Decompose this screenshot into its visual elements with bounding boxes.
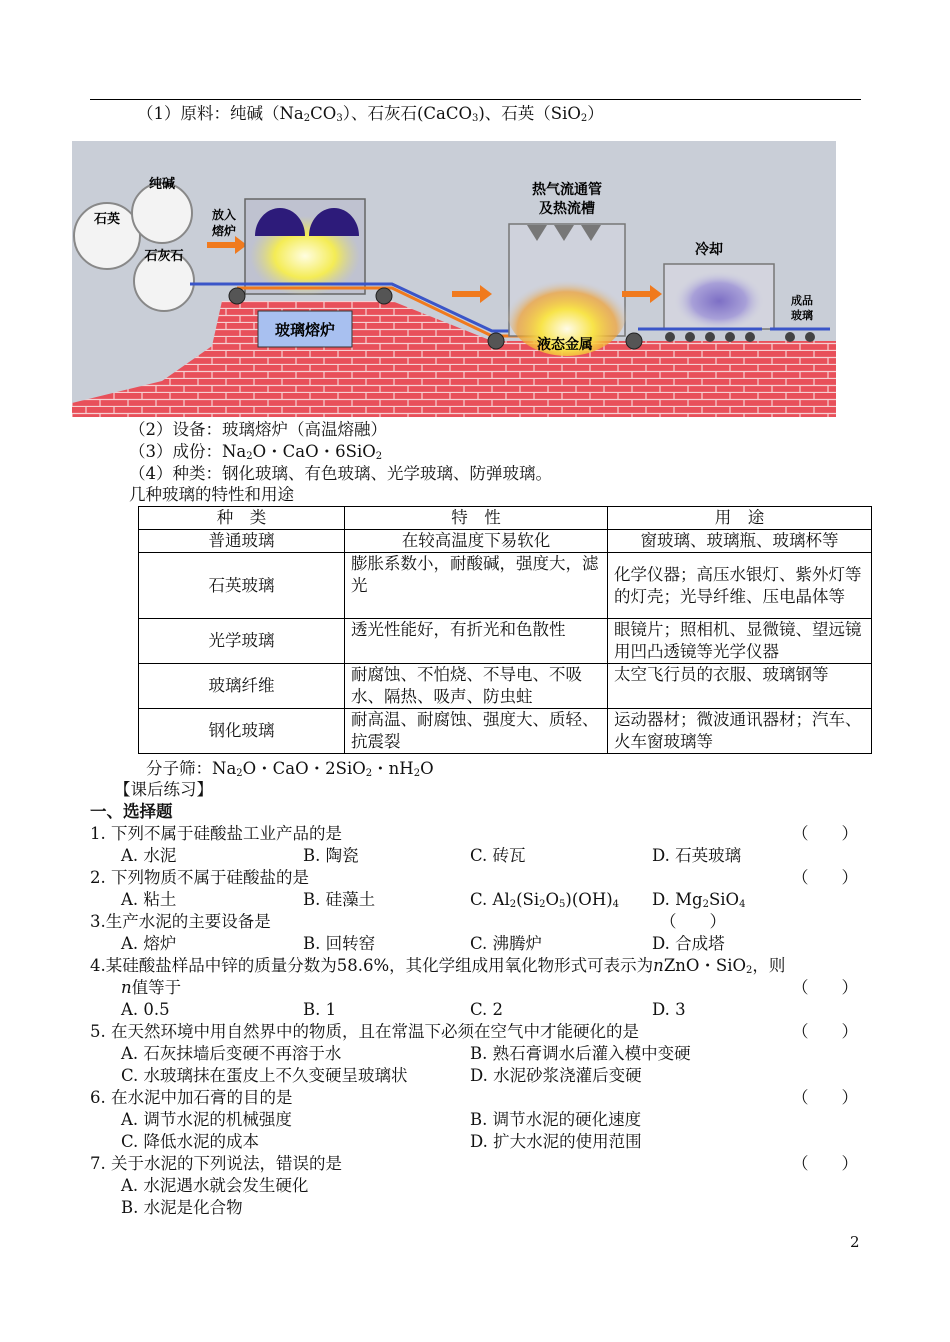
limestone-label: 石灰石 <box>144 249 184 264</box>
section-title: 一、选择题 <box>90 802 173 821</box>
sub: 2 <box>246 451 253 462</box>
table-cell: 膨胀系数小，耐酸碱，强度大，滤光 <box>345 553 608 619</box>
table-cell: 在较高温度下易软化 <box>345 530 608 553</box>
table-cell: 窗玻璃、玻璃瓶、玻璃杯等 <box>608 530 872 553</box>
q6-option-b[interactable]: B. 调节水泥的硬化速度 <box>470 1110 642 1129</box>
q4-stem-part: n <box>121 978 132 997</box>
table-cell: 玻璃纤维 <box>139 664 345 709</box>
q5-stem: 5. 在天然环境中用自然界中的物质，且在常温下必须在空气中才能硬化的是 <box>90 1022 639 1041</box>
q4-stem-part: 4.某硅酸盐样品中锌的质量分数为58.6%，其化学组成用氧化物形式可表示为 <box>90 956 654 975</box>
q4-stem-part: 值等于 <box>131 978 182 997</box>
q3-option-d[interactable]: D. 合成塔 <box>652 934 725 953</box>
table-row <box>139 664 872 709</box>
soda-disc <box>132 183 192 243</box>
table-cell: 透光性能好，有折光和色散性 <box>345 619 608 664</box>
cooling-label: 冷却 <box>695 242 723 258</box>
roller <box>376 288 392 304</box>
table-header: 特 性 <box>345 507 608 530</box>
table-row <box>139 619 872 664</box>
sub: 2 <box>702 899 709 910</box>
sub: 2 <box>303 113 311 124</box>
q1-option-b[interactable]: B. 陶瓷 <box>303 846 359 865</box>
q1-stem: 1. 下列不属于硅酸盐工业产品的是 <box>90 824 342 843</box>
q4-stem-part: ，则 <box>752 956 786 975</box>
table-cell: 光学玻璃 <box>139 619 345 664</box>
q2-c-part: C. Al <box>470 890 510 909</box>
raw-part: )、石英（SiO <box>478 104 581 123</box>
sub: 2 <box>509 899 517 910</box>
sub: 4 <box>739 899 746 910</box>
q7-stem: 7. 关于水泥的下列说法，错误的是 <box>90 1154 342 1173</box>
sub: 2 <box>746 965 753 976</box>
table-row <box>139 709 872 754</box>
sieve-pre: 分子筛：Na <box>146 759 237 778</box>
table-header: 种 类 <box>139 507 345 530</box>
q1-option-c[interactable]: C. 砖瓦 <box>470 846 526 865</box>
roller <box>685 332 695 342</box>
put-in-label-2: 熔炉 <box>212 224 237 238</box>
q3-option-b[interactable]: B. 回转窑 <box>303 934 376 953</box>
q4-stem-part: n <box>653 956 664 975</box>
q2-d-part: SiO <box>708 890 740 909</box>
table-header-row <box>139 507 872 530</box>
sieve-mid: ・nH <box>372 759 414 778</box>
table-cell: 化学仪器；高压水银灯、紫外灯等的灯壳；光导纤维、压电晶体等 <box>608 553 872 619</box>
q6-option-a[interactable]: A. 调节水泥的机械强度 <box>121 1110 292 1129</box>
table-header: 用 途 <box>608 507 872 530</box>
table-caption: 几种玻璃的特性和用途 <box>129 485 294 504</box>
sub: 4 <box>612 899 620 910</box>
gas-nozzles <box>527 225 601 241</box>
q4-option-b[interactable]: B. 1 <box>303 1000 337 1019</box>
sieve-mid: O <box>420 759 434 778</box>
q6-stem: 6. 在水泥中加石膏的目的是 <box>90 1088 293 1107</box>
q7-option-a[interactable]: A. 水泥遇水就会发生硬化 <box>121 1176 309 1195</box>
sub: 2 <box>365 768 373 779</box>
roller <box>745 332 755 342</box>
q4-stem-part: ZnO・SiO <box>663 956 747 975</box>
product-label-1: 成品 <box>791 294 813 307</box>
q3-stem: 3.生产水泥的主要设备是 <box>90 912 271 931</box>
q4-option-c[interactable]: C. 2 <box>470 1000 504 1019</box>
q1-option-d[interactable]: D. 石英玻璃 <box>652 846 742 865</box>
roller <box>725 332 735 342</box>
liquid-metal-label: 液态金属 <box>537 337 593 353</box>
q6-option-c[interactable]: C. 降低水泥的成本 <box>121 1132 260 1151</box>
composition-pre: （3）成份：Na <box>129 442 247 461</box>
hot-gas-label-2: 及热流槽 <box>539 201 595 217</box>
hot-gas-label-1: 热气流通管 <box>532 182 602 198</box>
header-rule <box>90 99 861 100</box>
roller <box>626 333 642 349</box>
q3-option-c[interactable]: C. 沸腾炉 <box>470 934 543 953</box>
sieve-mid: O・CaO・2SiO <box>242 759 366 778</box>
q2-option-c[interactable] <box>470 889 619 916</box>
cooling-glow <box>674 271 764 331</box>
roller <box>229 288 245 304</box>
sub: 2 <box>375 451 383 462</box>
equipment-line: （2）设备：玻璃熔炉（高温熔融） <box>129 420 387 439</box>
table-cell: 耐腐蚀、不怕烧、不导电、不吸水、隔热、吸声、防虫蛀 <box>345 664 608 709</box>
quartz-label: 石英 <box>93 212 121 227</box>
q7-option-b[interactable]: B. 水泥是化合物 <box>121 1198 243 1217</box>
roller <box>805 332 815 342</box>
sub: 2 <box>539 899 546 910</box>
raw-label: （1）原料：纯碱（Na <box>137 104 304 123</box>
glass-properties-table <box>138 506 872 754</box>
q2-c-part: O <box>545 890 560 909</box>
answer-paren: （ ） <box>792 1022 858 1041</box>
sub: 3 <box>336 113 343 124</box>
table-cell: 普通玻璃 <box>139 530 345 553</box>
q5-option-a[interactable]: A. 石灰抹墙后变硬不再溶于水 <box>121 1044 342 1063</box>
roller <box>665 332 675 342</box>
answer-paren: （ ） <box>792 824 858 843</box>
furnace-label: 玻璃熔炉 <box>274 321 336 339</box>
q2-option-a[interactable]: A. 粘土 <box>121 890 177 909</box>
table-cell: 石英玻璃 <box>139 553 345 619</box>
answer-paren: （ ） <box>792 1154 858 1173</box>
put-in-label-1: 放入 <box>212 208 237 222</box>
product-label-2: 玻璃 <box>791 309 813 322</box>
sub: 2 <box>580 113 588 124</box>
table-cell: 运动器材；微波通讯器材；汽车、火车窗玻璃等 <box>608 709 872 754</box>
page-number: 2 <box>850 1233 860 1251</box>
q4-option-a[interactable]: A. 0.5 <box>121 1000 170 1019</box>
table-row <box>139 530 872 553</box>
answer-paren: （ ） <box>792 1088 858 1107</box>
q5-option-c[interactable]: C. 水玻璃抹在蛋皮上不久变硬呈玻璃状 <box>121 1066 408 1085</box>
raw-materials-line <box>137 103 604 130</box>
q4-stem-line2 <box>121 977 181 999</box>
raw-part: ） <box>587 104 604 123</box>
roller <box>705 332 715 342</box>
table-cell: 太空飞行员的衣服、玻璃钢等 <box>608 664 872 709</box>
q2-stem: 2. 下列物质不属于硅酸盐的是 <box>90 868 309 887</box>
q4-stem <box>90 955 785 982</box>
roller <box>785 332 795 342</box>
q6-option-d[interactable]: D. 扩大水泥的使用范围 <box>470 1132 642 1151</box>
composition-mid: O・CaO・6SiO <box>252 442 376 461</box>
glass-production-diagram <box>72 141 836 417</box>
q4-option-d[interactable]: D. 3 <box>652 1000 686 1019</box>
answer-paren: （ ） <box>660 912 726 931</box>
answer-paren: （ ） <box>792 978 858 997</box>
q5-option-d[interactable]: D. 水泥砂浆浇灌后变硬 <box>470 1066 642 1085</box>
table-cell: 眼镜片；照相机、显微镜、望远镜用凹凸透镜等光学仪器 <box>608 619 872 664</box>
table-cell: 耐高温、耐腐蚀、强度大、质轻、抗震裂 <box>345 709 608 754</box>
roller <box>488 333 504 349</box>
sub: 2 <box>236 768 243 779</box>
table-cell: 钢化玻璃 <box>139 709 345 754</box>
q2-d-part: D. Mg <box>652 890 703 909</box>
soda-label: 纯碱 <box>148 177 176 192</box>
table-row <box>139 553 872 619</box>
answer-paren: （ ） <box>792 868 858 887</box>
raw-part: CO <box>310 104 337 123</box>
q2-c-part: (Si <box>516 890 540 909</box>
q1-option-a[interactable]: A. 水泥 <box>121 846 177 865</box>
raw-part: ）、石灰石(CaCO <box>342 104 472 123</box>
q3-option-a[interactable]: A. 熔炉 <box>121 934 177 953</box>
sub: 5 <box>559 899 566 910</box>
homework-title: 【课后练习】 <box>114 780 213 799</box>
types-line: （4）种类：钢化玻璃、有色玻璃、光学玻璃、防弹玻璃。 <box>129 464 552 483</box>
q2-option-b[interactable]: B. 硅藻土 <box>303 890 376 909</box>
q2-c-part: )(OH) <box>565 890 613 909</box>
sub: 2 <box>413 768 421 779</box>
sub: 3 <box>472 113 479 124</box>
q5-option-b[interactable]: B. 熟石膏调水后灌入模中变硬 <box>470 1044 691 1063</box>
